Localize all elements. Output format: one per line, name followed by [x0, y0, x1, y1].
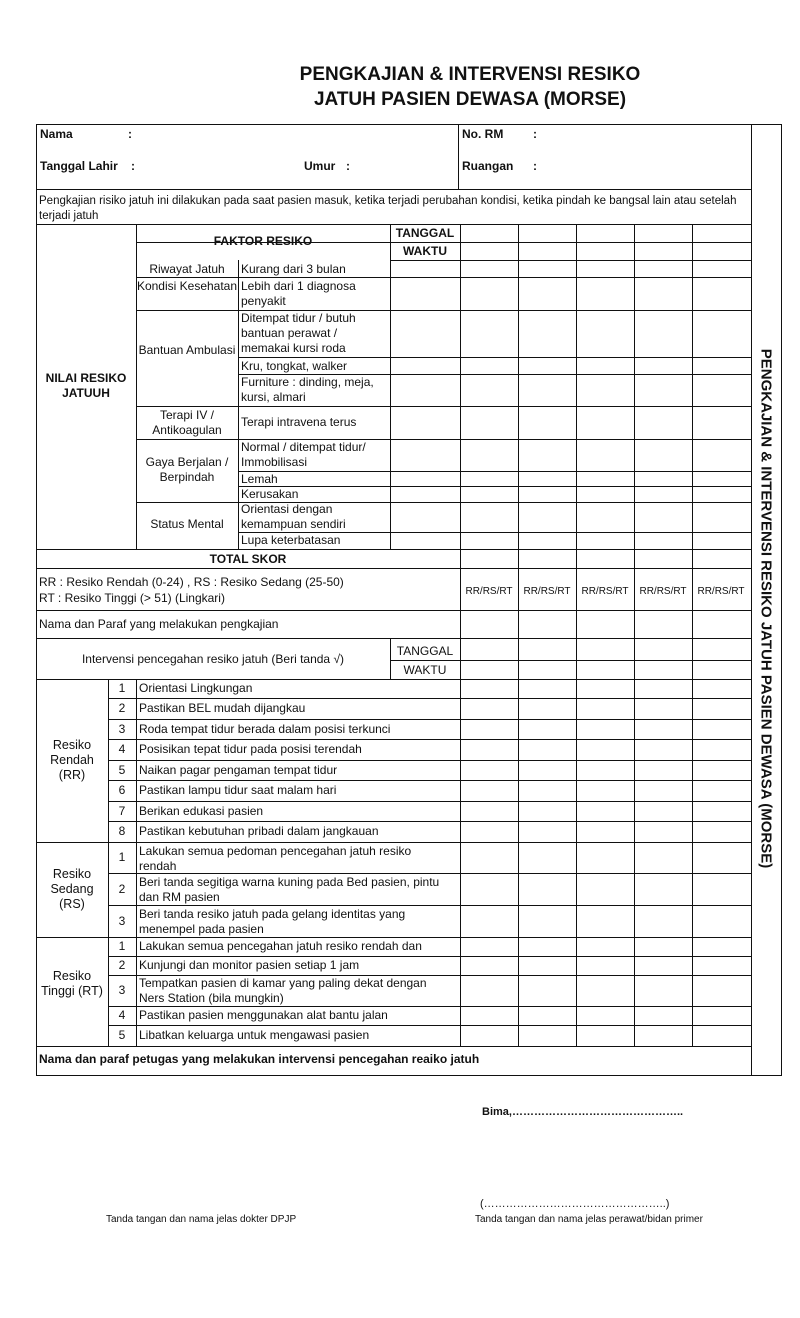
- nama-label: Nama: [40, 127, 73, 141]
- grid-line-v: [458, 124, 459, 189]
- tanggal-lahir-colon: :: [131, 159, 135, 173]
- resiko-rendah-label: Resiko Rendah (RR): [50, 738, 94, 782]
- rt-item-5: Libatkan keluarga untuk mengawasi pasien: [139, 1028, 370, 1042]
- grid-line-h: [136, 310, 752, 311]
- rr-num-6: 6: [118, 783, 126, 797]
- legend-line-2: RT : Resiko Tinggi (> 51) (Lingkari): [39, 591, 225, 605]
- grid-line-h: [36, 224, 752, 225]
- no-rm-label: No. RM: [462, 127, 504, 141]
- rt-num-4: 4: [118, 1008, 126, 1022]
- grid-line-h: [108, 780, 752, 781]
- grid-line-v: [390, 224, 391, 549]
- rr-item-4: Posisikan tepat tidur pada posisi terendah: [139, 742, 362, 756]
- grid-line-v: [576, 568, 577, 1046]
- intervensi-waktu: WAKTU: [403, 663, 447, 677]
- rs-num-1: 1: [118, 850, 126, 864]
- bantuan-option-3: Furniture : dinding, meja, kursi, almari: [241, 375, 374, 404]
- intro-text: Pengkajian risiko jatuh ini dilakukan pada saat pasien masuk, ketika terjadi perubahan kondisi, ketika pindah ke bangsal lain atau setelah terjadi jatuh: [39, 195, 737, 222]
- grid-line-h: [108, 719, 752, 720]
- grid-line-h: [36, 549, 752, 550]
- grid-line-v: [136, 679, 137, 1046]
- nama-colon: :: [128, 127, 132, 141]
- umur-label: Umur: [304, 159, 336, 173]
- rt-num-5: 5: [118, 1028, 126, 1042]
- umur-colon: :: [346, 159, 350, 173]
- kondisi-label: Kondisi Kesehatan: [136, 279, 238, 293]
- signature-place: Bima,………………………………………..: [482, 1106, 684, 1118]
- nilai-resiko-label: NILAI RESIKO JATUUH: [45, 371, 127, 400]
- grid-line-v: [460, 224, 461, 569]
- gaya-option-3: Kerusakan: [241, 487, 299, 501]
- grid-line-v: [238, 260, 239, 549]
- rr-num-7: 7: [118, 804, 126, 818]
- grid-line-h: [108, 1006, 752, 1007]
- grid-line-h: [108, 760, 752, 761]
- nama-paraf-pengkajian: Nama dan Paraf yang melakukan pengkajian: [39, 617, 279, 631]
- grid-line-h: [36, 937, 752, 938]
- grid-line-h: [36, 842, 752, 843]
- nama-field[interactable]: [140, 127, 452, 142]
- intervensi-tanggal: TANGGAL: [396, 644, 454, 658]
- tanggal-header: TANGGAL: [395, 226, 455, 240]
- ruangan-colon: :: [533, 159, 537, 173]
- resiko-sedang-label: Resiko Sedang (RS): [50, 867, 94, 911]
- rt-num-3: 3: [118, 983, 126, 997]
- ruangan-field[interactable]: [545, 159, 745, 174]
- grid-line-h: [108, 905, 752, 906]
- grid-line-h: [108, 801, 752, 802]
- terapi-label: Terapi IV / Antikoagulan: [152, 408, 222, 437]
- gaya-option-2: Lemah: [241, 472, 278, 486]
- riwayat-option-1: Kurang dari 3 bulan: [241, 262, 346, 276]
- rs-num-2: 2: [118, 882, 126, 896]
- rr-item-8: Pastikan kebutuhan pribadi dalam jangkauan: [139, 824, 379, 838]
- rs-item-2: Beri tanda segitiga warna kuning pada Bed pasien, pintu dan RM pasien: [139, 875, 440, 904]
- rt-item-4: Pastikan pasien menggunakan alat bantu jalan: [139, 1008, 388, 1022]
- rr-num-4: 4: [118, 742, 126, 756]
- perawat-signature-label: Tanda tangan dan nama jelas perawat/bidan primer: [475, 1214, 703, 1225]
- mental-label: Status Mental: [150, 517, 224, 531]
- risk-code-1[interactable]: RR/RS/RT: [465, 586, 513, 597]
- rr-num-5: 5: [118, 763, 126, 777]
- bantuan-option-2: Kru, tongkat, walker: [241, 359, 348, 373]
- mental-option-2: Lupa keterbatasan: [241, 533, 341, 547]
- grid-line-v: [692, 224, 693, 569]
- no-rm-field[interactable]: [545, 127, 745, 142]
- grid-line-v: [692, 568, 693, 1046]
- grid-line-h: [108, 739, 752, 740]
- rr-item-3: Roda tempat tidur berada dalam posisi terkunci: [139, 722, 391, 736]
- rt-item-3: Tempatkan pasien di kamar yang paling dekat dengan Ners Station (bila mungkin): [139, 976, 427, 1005]
- grid-line-h: [36, 638, 752, 639]
- rt-num-2: 2: [118, 958, 126, 972]
- total-skor-label: TOTAL SKOR: [209, 552, 287, 566]
- rt-item-2: Kunjungi dan monitor pasien setiap 1 jam: [139, 958, 360, 972]
- grid-line-h: [36, 679, 752, 680]
- rr-num-2: 2: [118, 701, 126, 715]
- rr-num-1: 1: [118, 681, 126, 695]
- grid-line-h: [136, 277, 752, 278]
- rr-item-7: Berikan edukasi pasien: [139, 804, 264, 818]
- grid-line-h: [36, 610, 752, 611]
- risk-code-3[interactable]: RR/RS/RT: [581, 586, 629, 597]
- grid-line-h: [136, 406, 752, 407]
- bantuan-label: Bantuan Ambulasi: [138, 343, 236, 357]
- rt-item-1: Lakukan semua pencegahan jatuh resiko rendah dan: [139, 939, 422, 953]
- grid-line-v: [634, 568, 635, 1046]
- grid-line-h: [108, 821, 752, 822]
- signature-paren: (…………………………………………..): [480, 1198, 670, 1210]
- no-rm-colon: :: [533, 127, 537, 141]
- bantuan-option-1: Ditempat tidur / butuh bantuan perawat / memakai kursi roda: [241, 311, 356, 355]
- page-title: [180, 62, 760, 112]
- side-title: PENGKAJIAN & INTERVENSI RESIKO JATUH PASIEN DEWASA (MORSE): [757, 348, 775, 869]
- rr-item-2: Pastikan BEL mudah dijangkau: [139, 701, 306, 715]
- grid-line-h: [108, 1025, 752, 1026]
- title-line-1: PENGKAJIAN & INTERVENSI RESIKO: [299, 64, 641, 85]
- risk-code-5[interactable]: RR/RS/RT: [697, 586, 745, 597]
- rt-num-1: 1: [118, 939, 126, 953]
- ruangan-label: Ruangan: [462, 159, 514, 173]
- kondisi-option-1: Lebih dari 1 diagnosa penyakit: [241, 279, 356, 308]
- grid-line-h: [36, 568, 752, 569]
- riwayat-jatuh-label: Riwayat Jatuh: [149, 262, 225, 276]
- risk-code-4[interactable]: RR/RS/RT: [639, 586, 687, 597]
- nama-paraf-intervensi: Nama dan paraf petugas yang melakukan intervensi pencegahan reaiko jatuh: [39, 1052, 480, 1066]
- rs-item-1: Lakukan semua pedoman pencegahan jatuh resiko rendah: [139, 844, 412, 873]
- grid-line-h: [108, 956, 752, 957]
- grid-line-v: [518, 568, 519, 1046]
- terapi-option-1: Terapi intravena terus: [241, 415, 357, 429]
- grid-line-h: [36, 1046, 752, 1047]
- grid-line-h: [36, 189, 752, 190]
- rs-num-3: 3: [118, 914, 126, 928]
- mental-option-1: Orientasi dengan kemampuan sendiri: [241, 502, 346, 531]
- grid-line-v: [460, 568, 461, 1046]
- risk-code-2[interactable]: RR/RS/RT: [523, 586, 571, 597]
- grid-line-v: [518, 224, 519, 569]
- tanggal-lahir-label: Tanggal Lahir: [40, 159, 118, 173]
- gaya-option-1: Normal / ditempat tidur/ Immobilisasi: [241, 440, 366, 469]
- grid-line-h: [390, 260, 752, 261]
- rr-item-5: Naikan pagar pengaman tempat tidur: [139, 763, 338, 777]
- grid-line-h: [108, 698, 752, 699]
- intervensi-header: Intervensi pencegahan resiko jatuh (Beri tanda √): [81, 652, 345, 666]
- resiko-tinggi-label: Resiko Tinggi (RT): [41, 969, 103, 998]
- rr-num-3: 3: [118, 722, 126, 736]
- grid-line-v: [634, 224, 635, 569]
- legend-line-1: RR : Resiko Rendah (0-24) , RS : Resiko Sedang (25-50): [39, 575, 344, 589]
- gaya-label: Gaya Berjalan / Berpindah: [145, 455, 229, 484]
- faktor-resiko-header: FAKTOR RESIKO: [213, 234, 313, 248]
- rs-item-3: Beri tanda resiko jatuh pada gelang identitas yang menempel pada pasien: [139, 907, 406, 936]
- waktu-header: WAKTU: [403, 244, 447, 258]
- grid-line-h: [390, 660, 752, 661]
- rr-item-1: Orientasi Lingkungan: [139, 681, 253, 695]
- grid-line-h: [136, 502, 752, 503]
- title-line-2: JATUH PASIEN DEWASA (MORSE): [313, 89, 627, 110]
- dokter-signature-label: Tanda tangan dan nama jelas dokter DPJP: [106, 1214, 297, 1225]
- rr-num-8: 8: [118, 824, 126, 838]
- grid-line-h: [136, 439, 752, 440]
- rr-item-6: Pastikan lampu tidur saat malam hari: [139, 783, 337, 797]
- grid-line-v: [576, 224, 577, 569]
- grid-line-h: [238, 357, 752, 358]
